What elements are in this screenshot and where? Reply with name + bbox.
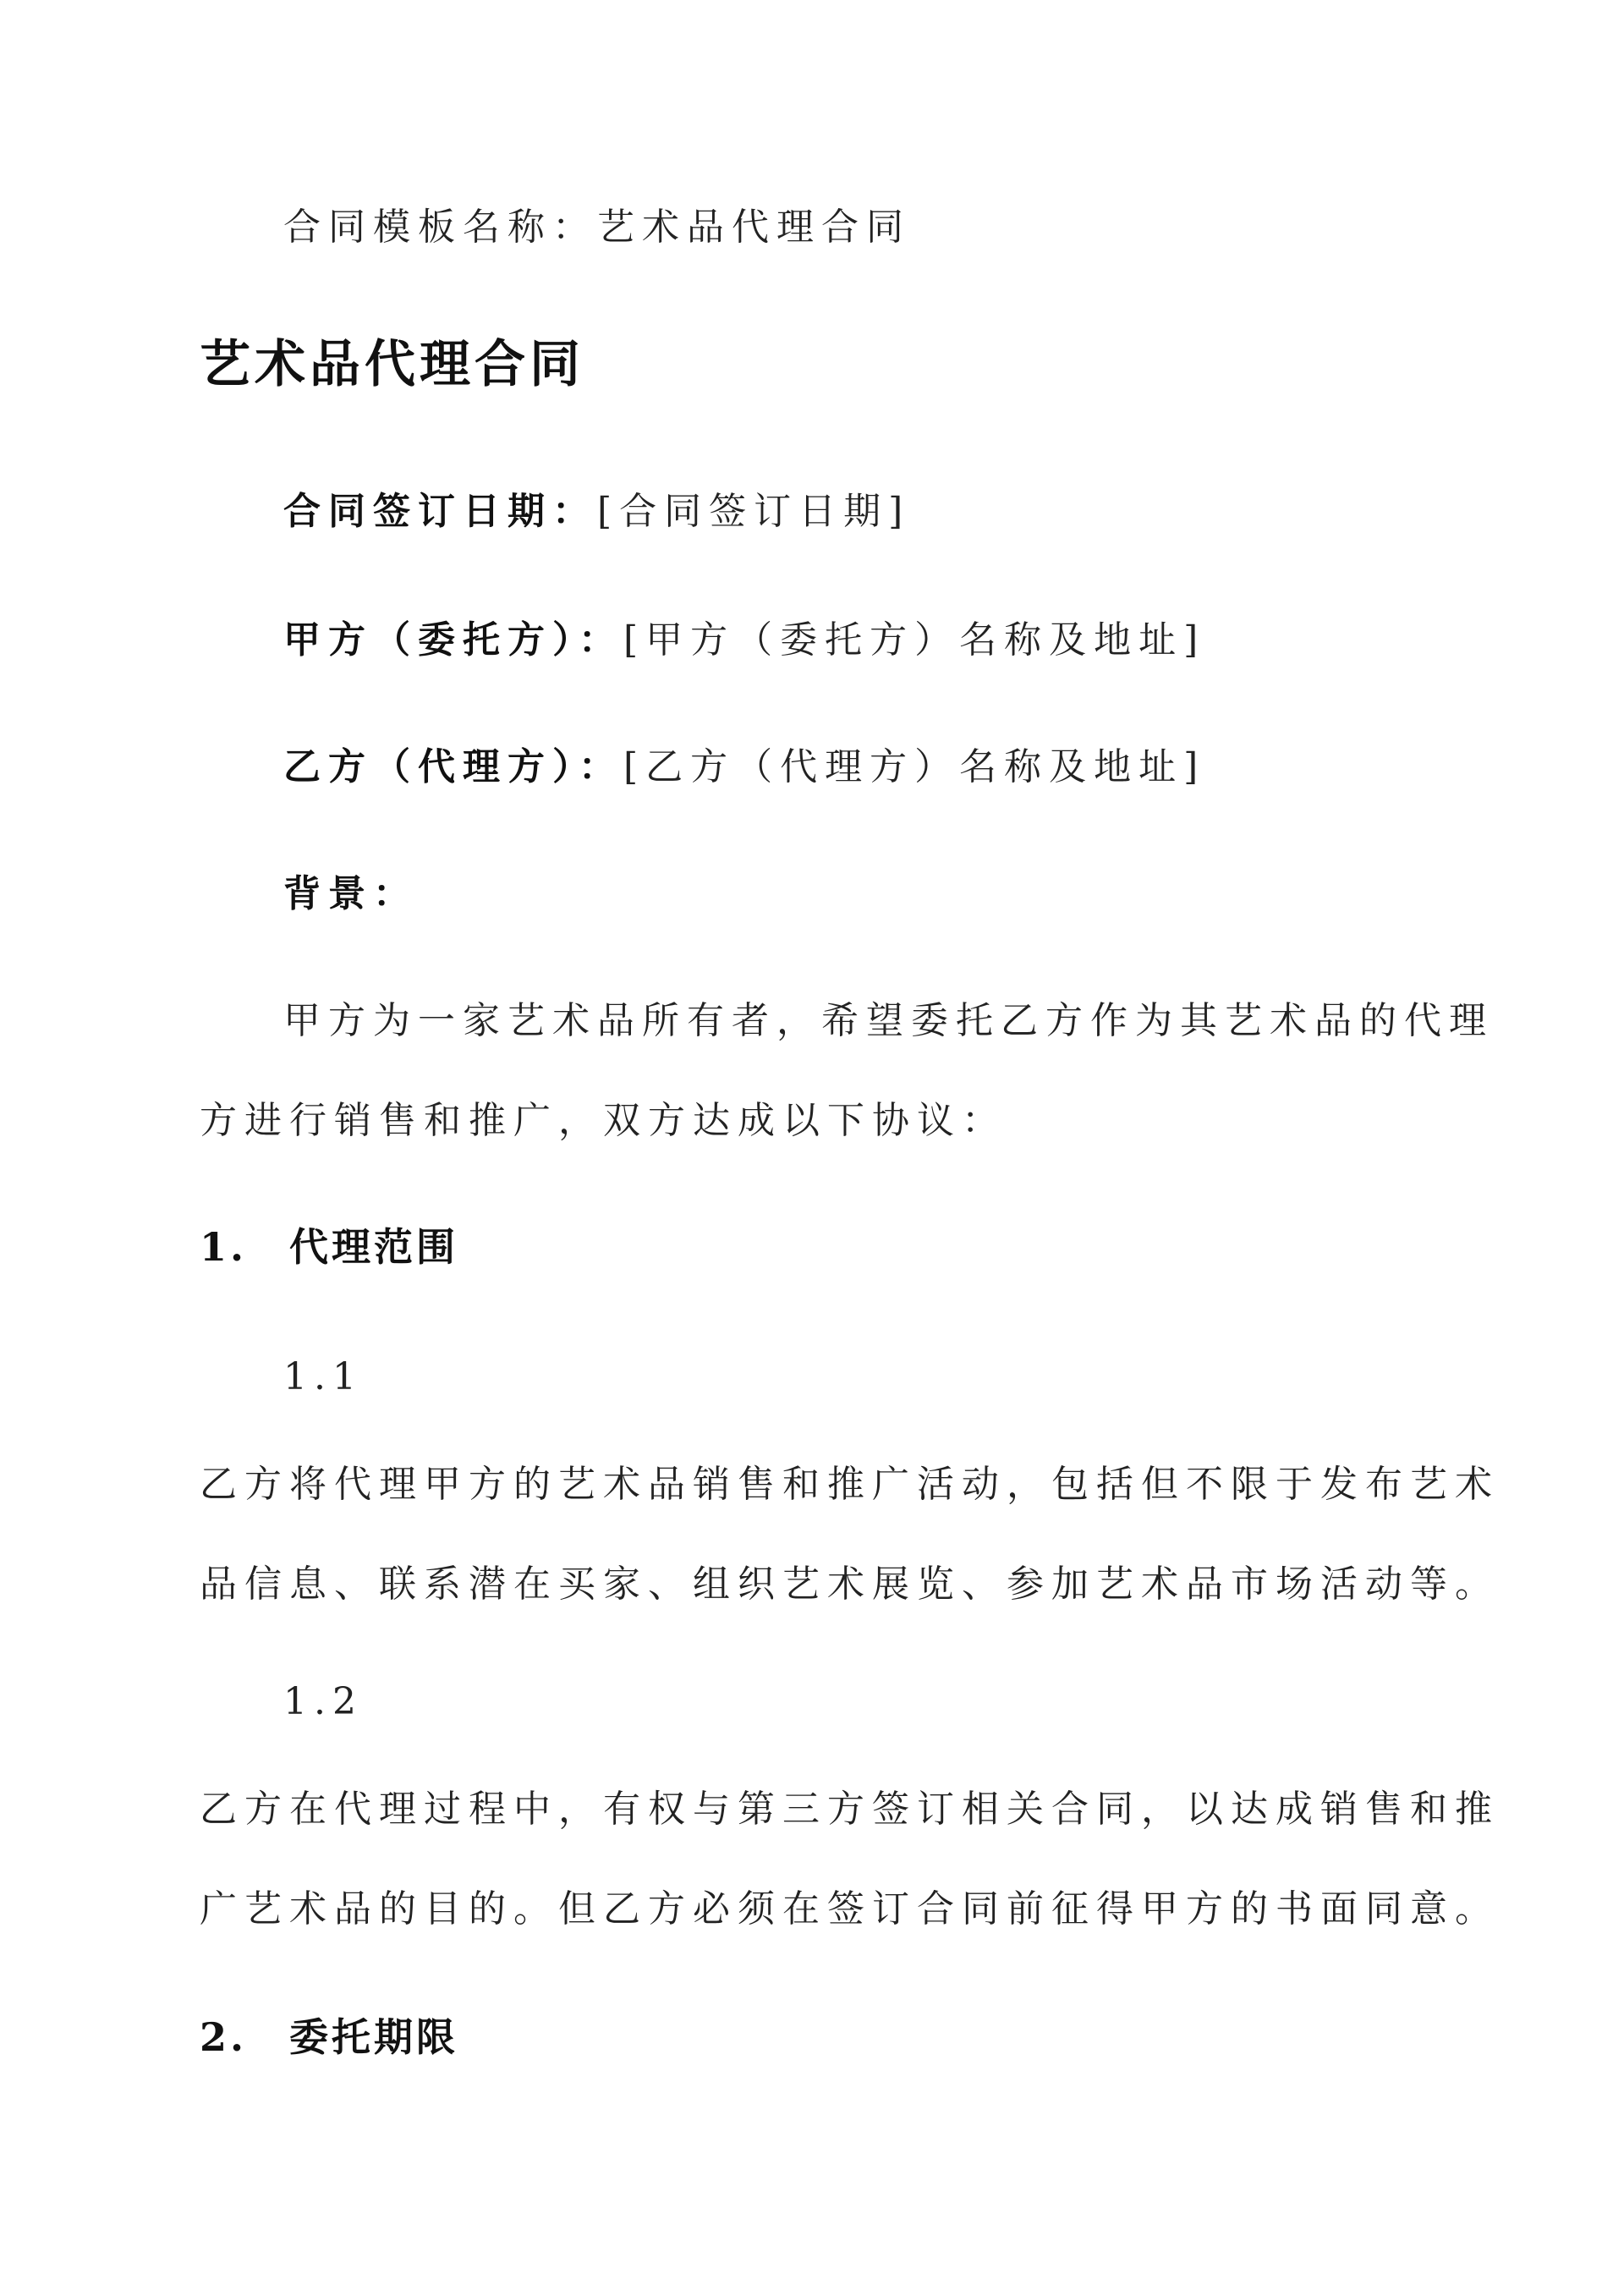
background-paragraph-line-2: 方进行销售和推广，双方达成以下协议： (200, 1099, 1007, 1142)
background-paragraph-line-1: 甲方为一家艺术品所有者，希望委托乙方作为其艺术品的代理 (283, 999, 1494, 1042)
clause-1-2-line-1: 乙方在代理过程中，有权与第三方签订相关合同，以达成销售和推 (200, 1788, 1500, 1831)
template-name-value: 艺术品代理合同 (597, 206, 911, 249)
sign-date-line (283, 481, 910, 535)
party-a-label: 甲方（委托方）： (283, 618, 623, 662)
sign-date-value: [合同签订日期] (597, 490, 911, 533)
clause-1-1-number: 1.1 (283, 1355, 363, 1398)
sign-date-label: 合同签订日期： (283, 490, 597, 533)
clause-1-1-line-1: 乙方将代理甲方的艺术品销售和推广活动，包括但不限于发布艺术 (200, 1463, 1500, 1506)
document-title: 艺术品代理合同 (200, 335, 584, 394)
clause-1-2-number: 1.2 (283, 1680, 363, 1723)
party-a-value: [甲方（委托方）名称及地址] (623, 618, 1206, 662)
party-b-label: 乙方（代理方）： (283, 745, 623, 788)
section-1-heading: 1. 代理范围 (200, 1224, 459, 1270)
clause-1-1-line-2: 品信息、联系潜在买家、组织艺术展览、参加艺术品市场活动等。 (200, 1563, 1500, 1606)
background-label: 背景： (283, 872, 418, 915)
template-name-label: 合同模板名称： (283, 206, 597, 249)
template-name-line (283, 196, 911, 250)
section-2-heading: 2. 委托期限 (200, 2014, 459, 2060)
clause-1-2-line-2: 广艺术品的目的。但乙方必须在签订合同前征得甲方的书面同意。 (200, 1887, 1500, 1931)
party-b-value: [乙方（代理方）名称及地址] (623, 745, 1206, 788)
party-b-line (283, 736, 1205, 790)
party-a-line (283, 609, 1205, 663)
